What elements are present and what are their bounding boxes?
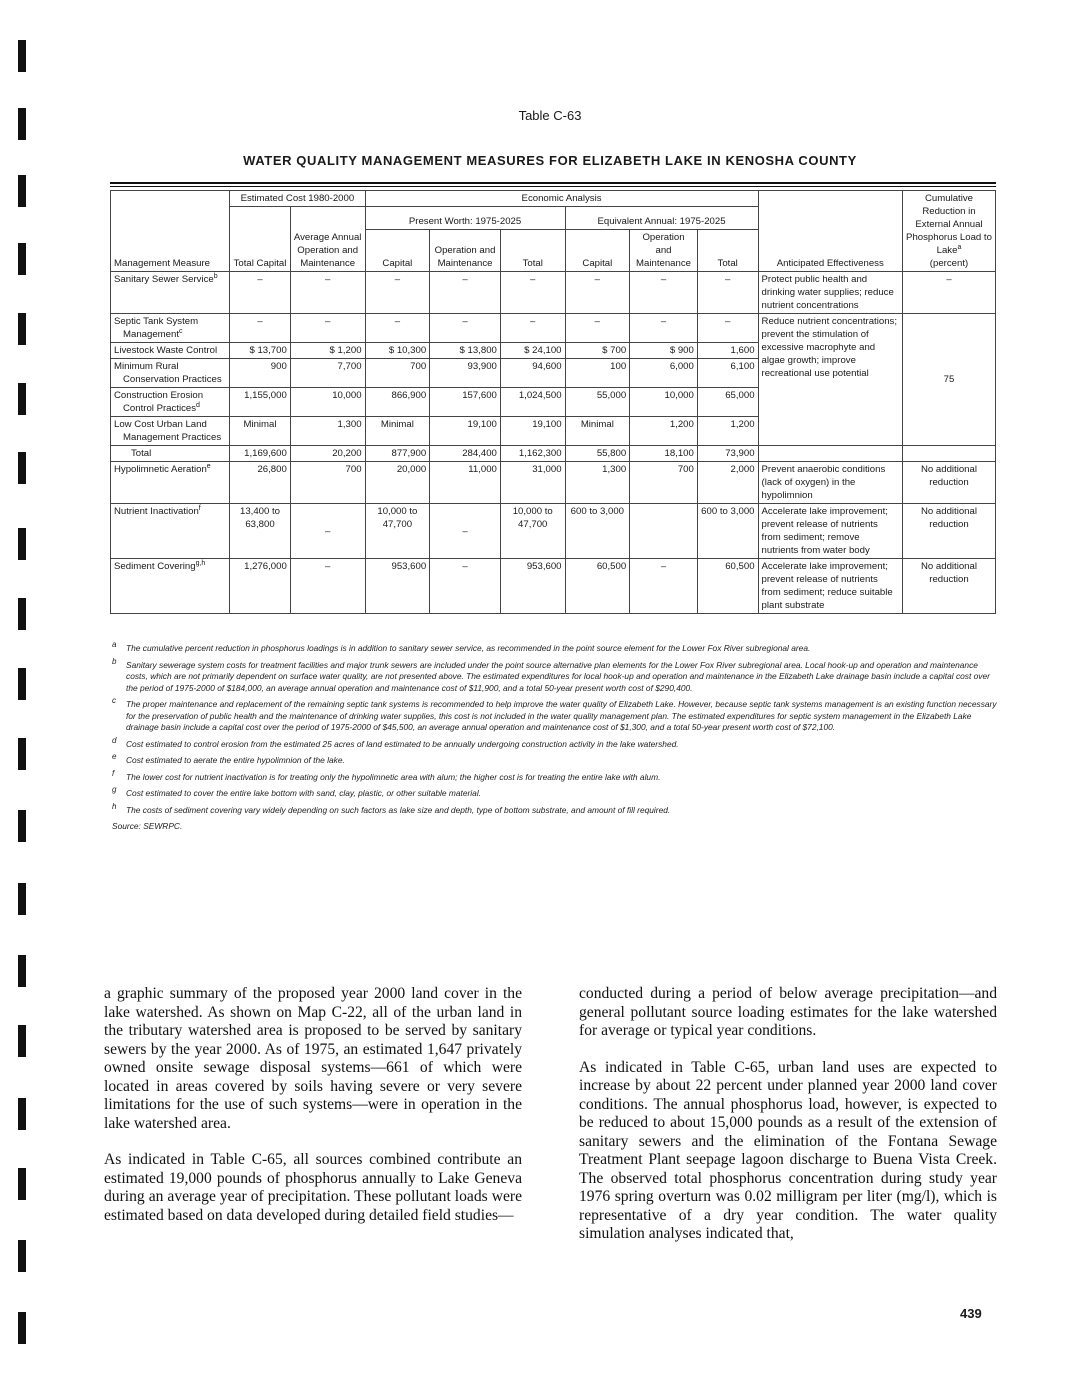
value-cell: – <box>697 314 758 343</box>
binder-hole <box>18 175 26 207</box>
measure-cell <box>111 343 230 359</box>
value-cell: $ 900 <box>630 343 698 359</box>
reduction-cell: No additional reduction <box>902 559 995 614</box>
value-cell: $ 700 <box>565 343 630 359</box>
footnote-mark: d <box>112 735 117 745</box>
value-cell: – <box>565 314 630 343</box>
footnotes <box>112 640 1002 838</box>
value-cell: 10,000 to 47,700 <box>365 504 430 559</box>
value-cell: 700 <box>290 462 365 504</box>
measure-name: Septic Tank System Management <box>114 316 199 340</box>
value-cell: Minimal <box>230 417 291 446</box>
header-economic-analysis: Economic Analysis <box>365 191 758 207</box>
binder-hole <box>18 1240 26 1272</box>
value-cell: 93,900 <box>430 359 501 388</box>
measure-name: Hypolimnetic Aeration <box>114 464 207 475</box>
value-cell: 1,276,000 <box>230 559 291 614</box>
measure-name: Construction Erosion Control Practices <box>114 390 204 414</box>
value-cell: 600 to 3,000 <box>697 504 758 559</box>
value-cell: – <box>630 559 698 614</box>
footnote-text: The proper maintenance and replacement of the remaining septic tank systems is recommended to help improve the water quality of Elizabeth Lake. However, because septic tank systems management is an existing function necessary for the preservation of public health and the maintenance of drinking water supplies, this cost is not included in the water quality management plan. The estimated expenditures for septic system management in the Elizabeth Lake drainage basin include a capital cost over the period of 1975-2000 of $45,500, an average annual operation and maintenance cost of $1,300, and a total 50-year present worth cost of $72,100. <box>126 699 997 732</box>
header-avg-annual-om: Average Annual Operation and Maintenance <box>290 207 365 272</box>
value-cell: 60,500 <box>697 559 758 614</box>
footnote-ref: e <box>206 462 211 470</box>
value-cell: 13,400 to 63,800 <box>230 504 291 559</box>
value-cell: – <box>290 559 365 614</box>
effectiveness-cell <box>758 446 902 462</box>
binder-hole <box>18 738 26 770</box>
binder-hole <box>18 955 26 987</box>
measure-name: Minimum Rural Conservation Practices <box>114 361 222 385</box>
value-cell: 10,000 <box>630 388 698 417</box>
footnote-ref: f <box>198 504 201 512</box>
header-equivalent-annual: Equivalent Annual: 1975-2025 <box>565 207 758 230</box>
value-cell: 11,000 <box>430 462 501 504</box>
measures-table <box>110 190 996 614</box>
footnote-mark: g <box>112 785 117 794</box>
measure-cell <box>111 388 230 417</box>
footnote <box>112 801 1002 817</box>
header-percent: (percent) <box>929 258 969 269</box>
table-row <box>111 314 996 343</box>
value-cell: Minimal <box>365 417 430 446</box>
value-cell: 953,600 <box>500 559 565 614</box>
value-cell: 100 <box>565 359 630 388</box>
value-cell: 26,800 <box>230 462 291 504</box>
value-cell: – <box>365 314 430 343</box>
value-cell: 700 <box>365 359 430 388</box>
value-cell: – <box>500 314 565 343</box>
value-cell: – <box>565 272 630 314</box>
value-cell: 6,000 <box>630 359 698 388</box>
table-row <box>111 504 996 559</box>
value-cell: – <box>290 504 365 559</box>
binder-hole <box>18 668 26 700</box>
body-column-left <box>104 985 522 1243</box>
value-cell <box>630 504 698 559</box>
table-row <box>111 559 996 614</box>
header-present-worth: Present Worth: 1975-2025 <box>365 207 565 230</box>
value-cell: $ 13,800 <box>430 343 501 359</box>
value-cell: Minimal <box>565 417 630 446</box>
body-paragraph: As indicated in Table C-65, all sources combined contribute an estimated 19,000 pounds of phosphorus annually to Lake Geneva during an average year of precipitation. These pollutant loads were estimated based on data developed during detailed field studies— <box>104 1151 522 1224</box>
value-cell: 1,200 <box>630 417 698 446</box>
body-paragraph: a graphic summary of the proposed year 2000 land cover in the lake watershed. As shown on Map C-22, all of the urban land in the tributary watershed area is proposed to be served by sanitary sewers by the year 2000. As of 1975, an estimated 1,647 privately owned onsite sewage disposal systems—661 of which were located in areas covered by soils having severe or very severe limitations for the use of such systems—were in operation in the lake watershed area. <box>104 985 522 1132</box>
table-top-rule <box>110 182 996 184</box>
footnote-ref: a <box>957 243 962 251</box>
value-cell: 10,000 <box>290 388 365 417</box>
footnote <box>112 785 1002 800</box>
measure-cell <box>111 559 230 614</box>
binder-hole <box>18 313 26 345</box>
value-cell: 900 <box>230 359 291 388</box>
group-effectiveness-cell: Reduce nutrient concentrations; prevent the stimulation of excessive macrophyte and algae growth; improve recreational use potential <box>758 314 902 446</box>
reduction-cell <box>902 446 995 462</box>
binder-hole <box>18 810 26 842</box>
value-cell: 55,800 <box>565 446 630 462</box>
reduction-cell: – <box>902 272 995 314</box>
binder-hole <box>18 1025 26 1057</box>
footnote-text: Cost estimated to aerate the entire hypolimnion of the lake. <box>126 755 345 765</box>
footnote <box>112 656 1002 695</box>
binder-hole <box>18 598 26 630</box>
value-cell: – <box>697 272 758 314</box>
footnote-text: The costs of sediment covering vary widely depending on such factors as lake size and depth, type of bottom substrate, and amount of fill required. <box>126 804 671 815</box>
value-cell: 700 <box>630 462 698 504</box>
measure-name: Nutrient Inactivation <box>114 506 199 517</box>
value-cell: 866,900 <box>365 388 430 417</box>
header-cumulative-reduction <box>902 191 995 272</box>
table-label: Table C-63 <box>518 108 582 123</box>
value-cell: 18,100 <box>630 446 698 462</box>
table-row-total <box>111 446 996 462</box>
value-cell: 65,000 <box>697 388 758 417</box>
footnote-mark: c <box>112 696 116 705</box>
table-row <box>111 462 996 504</box>
value-cell: $ 13,700 <box>230 343 291 359</box>
header-ea-total: Total <box>697 230 758 272</box>
value-cell: 19,100 <box>500 417 565 446</box>
footnote <box>112 735 1002 751</box>
measure-name: Sanitary Sewer Service <box>114 274 214 285</box>
table-title: WATER QUALITY MANAGEMENT MEASURES FOR ELIZABETH LAKE IN KENOSHA COUNTY <box>243 153 857 168</box>
value-cell: 1,300 <box>565 462 630 504</box>
footnote <box>112 640 1002 655</box>
binder-hole <box>18 528 26 560</box>
value-cell: 60,500 <box>565 559 630 614</box>
footnote-mark: f <box>112 768 115 778</box>
value-cell: – <box>630 272 698 314</box>
value-cell: 94,600 <box>500 359 565 388</box>
footnote-mark: a <box>112 640 117 649</box>
header-pw-total: Total <box>500 230 565 272</box>
binder-hole <box>18 383 26 415</box>
value-cell: – <box>430 559 501 614</box>
value-cell: – <box>630 314 698 343</box>
value-cell: 6,100 <box>697 359 758 388</box>
footnote-ref: g,h <box>195 559 206 567</box>
header-estimated-cost: Estimated Cost 1980-2000 <box>230 191 365 207</box>
header-anticipated-effectiveness: Anticipated Effectiveness <box>758 191 902 272</box>
table-top-rule-thin <box>110 186 996 187</box>
header-ea-capital: Capital <box>565 230 630 272</box>
value-cell: – <box>430 314 501 343</box>
body-paragraph: conducted during a period of below average precipitation—and general pollutant source loading estimates for the lake watershed for average or typical year conditions. <box>579 985 997 1039</box>
binder-hole <box>18 1312 26 1344</box>
footnote <box>112 752 1002 767</box>
value-cell: 1,024,500 <box>500 388 565 417</box>
measure-cell <box>111 462 230 504</box>
header-pw-capital: Capital <box>365 230 430 272</box>
value-cell: – <box>430 504 501 559</box>
binder-hole <box>18 243 26 275</box>
value-cell: – <box>430 272 501 314</box>
footnote <box>112 768 1002 784</box>
value-cell: 1,162,300 <box>500 446 565 462</box>
binder-hole <box>18 1168 26 1200</box>
footnote-mark: h <box>112 801 117 811</box>
value-cell: 19,100 <box>430 417 501 446</box>
body-paragraph: As indicated in Table C-65, urban land uses are expected to increase by about 22 percent under planned year 2000 land cover conditions. The annual phosphorus load, however, is expected to be reduced to about 15,000 pounds as a result of the extension of sanitary sewers and the elimination of the Fontana Sewage Treatment Plant seepage lagoon discharge to Buena Vista Creek. The observed total phosphorus concentration during study year 1976 spring overturn was 0.02 milligram per liter (mg/l), which is representative of a dry year condition. The water quality simulation analyses indicated that, <box>579 1058 997 1242</box>
value-cell: – <box>290 314 365 343</box>
footnote-text: Cost estimated to control erosion from the estimated 25 acres of land estimated to be annually undergoing construction activity in the lake watershed. <box>126 738 679 749</box>
footnote-text: Sanitary sewerage system costs for treatment facilities and major trunk sewers are included under the point source alternative plan elements for the Lower Fox River subregional area. Local hook-up and operation and maintenance costs, which are not primarily dependent on surface water quality, are not presented above. The estimated expenditures for local hook-up and operation and maintenance in the Elizabeth Lake drainage basin include a capital cost over the period of 1975-2000 of $184,000, an average annual operation and maintenance cost of $11,900, and a total 50-year present worth cost of $290,400. <box>126 659 990 693</box>
footnote-mark: b <box>112 656 117 666</box>
reduction-cell: No additional reduction <box>902 504 995 559</box>
binder-hole <box>18 883 26 915</box>
measure-cell <box>111 417 230 446</box>
table-row <box>111 272 996 314</box>
measure-name: Livestock Waste Control <box>114 345 218 356</box>
value-cell: 20,000 <box>365 462 430 504</box>
footnote-ref: d <box>196 401 200 409</box>
value-cell: – <box>365 272 430 314</box>
binder-hole <box>18 40 26 72</box>
measure-name: Low Cost Urban Land Management Practices <box>114 419 222 443</box>
measure-cell <box>111 359 230 388</box>
effectiveness-cell: Accelerate lake improvement; prevent release of nutrients from sediment; remove nutrients from water body <box>758 504 902 559</box>
value-cell: 1,600 <box>697 343 758 359</box>
header-cumulative-reduction-text: Cumulative Reduction in External Annual Phosphorus Load to Lake <box>906 193 992 256</box>
measure-cell <box>111 446 230 462</box>
value-cell: – <box>230 314 291 343</box>
value-cell: 600 to 3,000 <box>565 504 630 559</box>
value-cell: 953,600 <box>365 559 430 614</box>
group-reduction-cell: 75 <box>902 314 995 446</box>
measure-cell <box>111 504 230 559</box>
binder-hole <box>18 452 26 484</box>
footnote-ref: b <box>213 272 218 280</box>
header-management-measure: Management Measure <box>111 191 230 272</box>
value-cell: 20,200 <box>290 446 365 462</box>
footnote-ref: c <box>179 327 183 335</box>
header-pw-om: Operation and Maintenance <box>430 230 501 272</box>
value-cell: 284,400 <box>430 446 501 462</box>
measure-cell <box>111 272 230 314</box>
measure-name: Total <box>131 448 152 459</box>
value-cell: $ 10,300 <box>365 343 430 359</box>
reduction-cell: No additional reduction <box>902 462 995 504</box>
value-cell: 1,300 <box>290 417 365 446</box>
effectiveness-cell: Accelerate lake improvement; prevent release of nutrients from sediment; reduce suitable plant substrate <box>758 559 902 614</box>
effectiveness-cell: Prevent anaerobic conditions (lack of oxygen) in the hypolimnion <box>758 462 902 504</box>
effectiveness-cell: Protect public health and drinking water supplies; reduce nutrient concentrations <box>758 272 902 314</box>
value-cell: – <box>500 272 565 314</box>
value-cell: 31,000 <box>500 462 565 504</box>
value-cell: 1,155,000 <box>230 388 291 417</box>
value-cell: 1,200 <box>697 417 758 446</box>
value-cell: 2,000 <box>697 462 758 504</box>
footnote-text: The lower cost for nutrient inactivation is for treating only the hypolimnetic area with alum; the higher cost is for treating the entire lake with alum. <box>126 771 661 782</box>
footnote-text: Cost estimated to cover the entire lake bottom with sand, clay, plastic, or other suitable material. <box>126 788 482 798</box>
value-cell: 73,900 <box>697 446 758 462</box>
value-cell: $ 24,100 <box>500 343 565 359</box>
value-cell: 7,700 <box>290 359 365 388</box>
page-number: 439 <box>960 1306 982 1321</box>
measure-cell <box>111 314 230 343</box>
value-cell: 877,900 <box>365 446 430 462</box>
value-cell: – <box>230 272 291 314</box>
binder-hole <box>18 1098 26 1130</box>
value-cell: – <box>290 272 365 314</box>
value-cell: 10,000 to 47,700 <box>500 504 565 559</box>
footnote-text: The cumulative percent reduction in phosphorus loadings is in addition to sanitary sewer service, as recommended in the point source element for the Lower Fox River subregional area. <box>126 643 811 653</box>
value-cell: 55,000 <box>565 388 630 417</box>
value-cell: $ 1,200 <box>290 343 365 359</box>
value-cell: 1,169,600 <box>230 446 291 462</box>
footnote <box>112 696 1002 734</box>
body-column-right <box>579 985 997 1262</box>
source-note: Source: SEWRPC. <box>112 821 183 831</box>
header-total-capital: Total Capital <box>230 207 291 272</box>
value-cell: 157,600 <box>430 388 501 417</box>
measure-name: Sediment Covering <box>114 561 196 572</box>
header-ea-om: Operation and Maintenance <box>630 230 698 272</box>
footnote-mark: e <box>112 752 117 761</box>
